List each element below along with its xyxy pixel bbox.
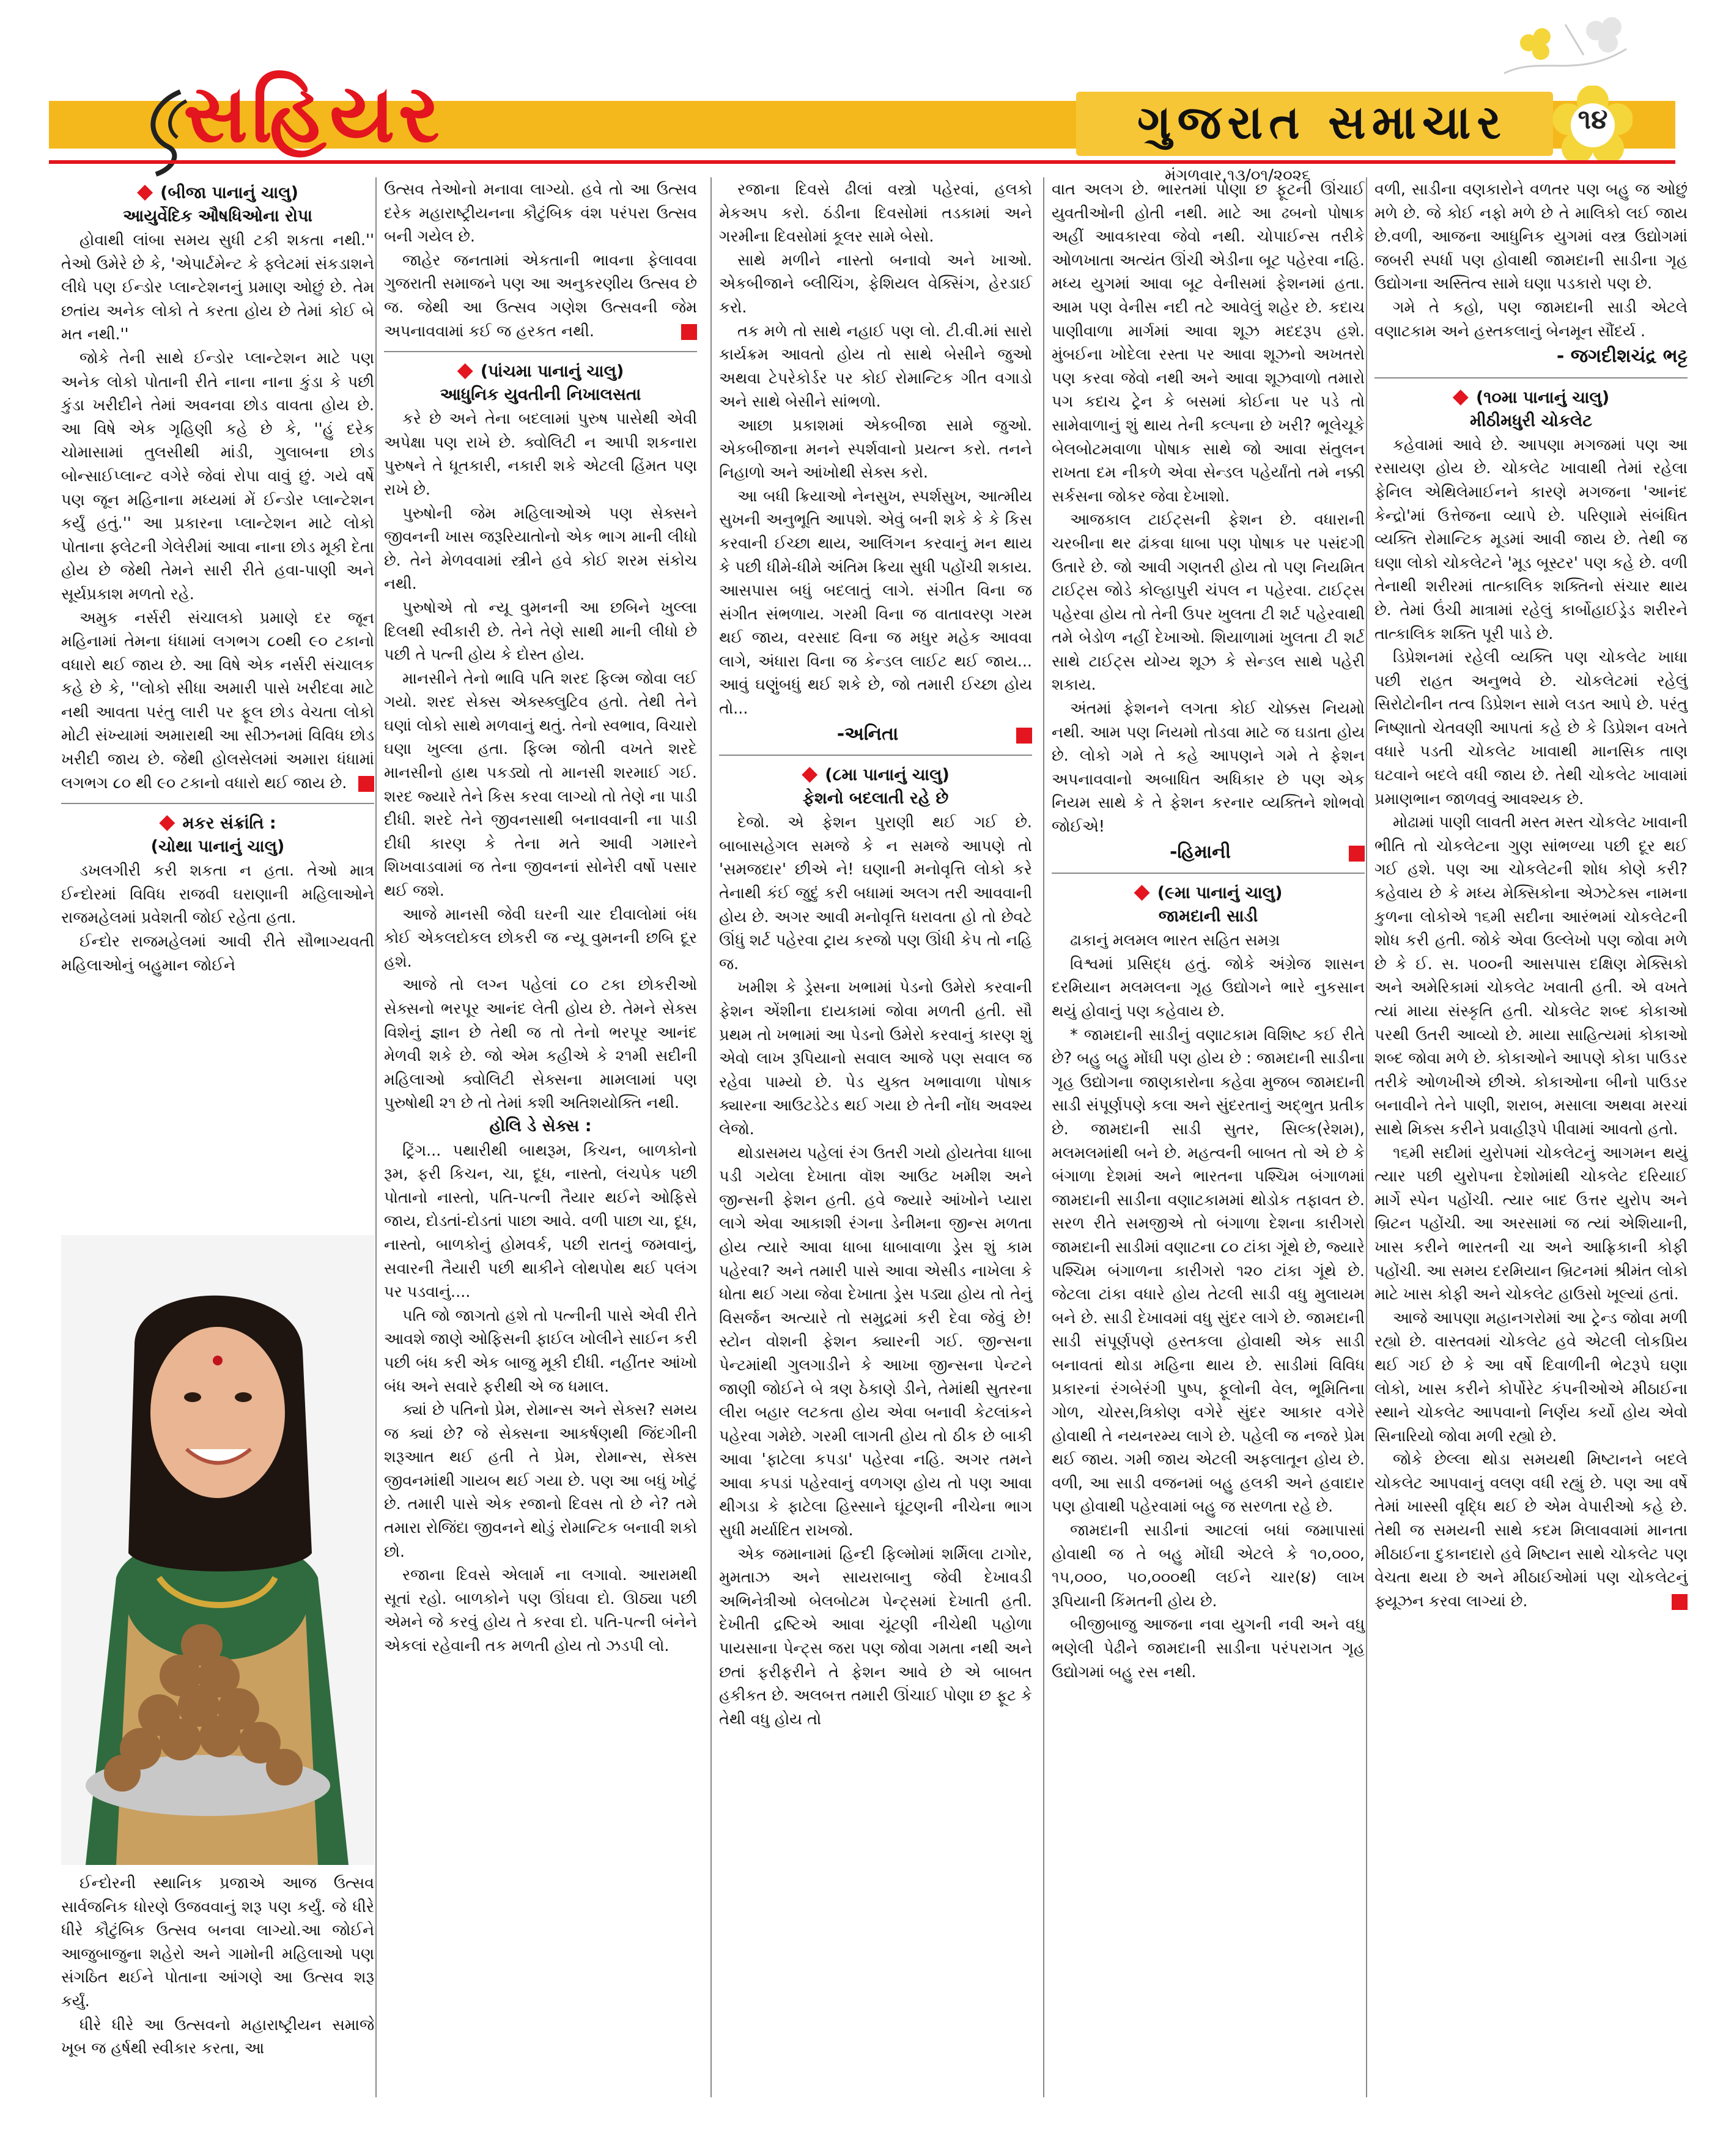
- paragraph: અમુક નર્સરી સંચાલકો પ્રમાણે દર જૂન મહિનામાં તેમના ધંધામાં લગભગ ૮૦થી ૯૦ ટકાનો વધારો થઈ જાય છે. આ વિષે એક નર્સરી સંચાલક કહે છે કે, ''લોકો સીધા અમારી પાસે ખરીદવા માટે નથી આવતા પરંતુ લારી પર ફૂલ છોડ વેચતા લોકો મોટી સંખ્યામાં અમારાથી આ સીઝનમાં વિવિધ છોડ ખરીદી જાય છે. જેથી હોલસેલમાં અમારા ધંધામાં લગભગ ૮૦ થી ૯૦ ટકાનો વધારો થઈ જાય છે.: [61, 608, 374, 792]
- section-rule: [61, 803, 374, 804]
- paragraph: ખમીશ કે ડ્રેસના ખભામાં પેડનો ઉમેરો કરવાની ફેશન એંશીના દાયકામાં જોવા મળતી હતી. સૌ પ્રથમ તો ખભામાં આ પેડનો ઉમેરો કરવાનું કારણ શું એવો લાખ રૂપિયાનો સવાલ આજે પણ સવાલ જ રહેવા પામ્યો છે. પેડ યુક્ત ખભાવાળા પોષાક ક્યારના આઉટડેટેડ થઈ ગયા છે તેની નોંધ અવશ્ય લેજો.: [719, 978, 1032, 1138]
- section-heading: ◆ (પાંચમા પાનાનું ચાલુ): [457, 358, 624, 383]
- column-3: [719, 177, 1032, 1730]
- paragraph: ધીરે ધીરે આ ઉત્સવનો મહારાષ્ટ્રીયન સમાજે ખૂબ જ હર્ષથી સ્વીકાર કરતા, આ: [61, 2015, 374, 2058]
- end-mark-icon: [1016, 728, 1032, 744]
- section-rule: [384, 351, 697, 352]
- paragraph: આજે આપણા મહાનગરોમાં આ ટ્રેન્ડ જોવા મળી રહ્યો છે. વાસ્તવમાં ચોકલેટ હવે એટલી લોકપ્રિય થઈ ગઈ છે કે આ વર્ષે દિવાળીની ભેટરૂપે ઘણા લોકો, ખાસ કરીને કોર્પોરેટ કંપનીઓએ મીઠાઈના સ્થાને ચોકલેટ આપવાનો નિર્ણય કર્યો હોય એવો સિનારિયો જોવા મળી રહ્યો છે.: [1374, 1308, 1688, 1445]
- byline: - જગદીશચંદ્ર ભટ્ટ: [1556, 345, 1688, 367]
- paragraph: જોકે તેની સાથે ઈન્ડોર પ્લાન્ટેશન માટે પણ અનેક લોકો પોતાની રીતે નાના નાના કુંડા કે પછી કુંડા ખરીદીને તેમાં અવનવા છોડ વાવતા હોય છે. આ વિષે એક ગૃહિણી કહે છે કે, ''હું દરેક ચોમાસામાં તુલસીથી માંડી, ગુલાબના છોડ બોન્સાઈપ્લાન્ટ વગેરે જેવાં રોપા વાવું છું. ગયે વર્ષે પણ જૂન મહિનાના મધ્યમાં મેં ઈન્ડોર પ્લાન્ટેશન કર્યું હતું.'' આ પ્રકારના પ્લાન્ટેશન માટે લોકો પોતાના ફ્લેટની ગેલેરીમાં આવા નાના છોડ મૂકી દેતા હોય છે જેથી તેમને સારી રીતે હવા-પાણી અને સૂર્યપ્રકાશ મળતો રહે.: [61, 348, 374, 603]
- paragraph: અંતમાં ફેશનને લગતા કોઈ ચોક્કસ નિયમો નથી. આમ પણ નિયમો તોડવા માટે જ ઘડાતા હોય છે. લોકો ગમે તે કહે આપણને ગમે તે ફેશન અપનાવવાનો અબાધિત અધિકાર છે પણ એક નિયમ સાથે કે તે ફેશન કરનાર વ્યક્તિને શોભવો જોઈએ!: [1052, 699, 1365, 836]
- diamond-icon: ◆: [457, 358, 473, 383]
- column-4: [1052, 177, 1365, 1683]
- paragraph: કહેવામાં આવે છે. આપણા મગજમાં પણ આ રસાયણ હોય છે. ચોકલેટ ખાવાથી તેમાં રહેલા ફેનિલ એથિલેમાઈનને કારણે મગજના 'આનંદ કેન્દ્રો'માં ઉત્તેજના વ્યાપે છે. પરિણામે સંબંધિત વ્યક્તિ રોમાન્ટિક મૂડમાં આવી જાય છે. તેથી જ ઘણા લોકો ચોકલેટને 'મૂડ બૂસ્ટર' પણ કહે છે. વળી તેનાથી શરીરમાં તાત્કાલિક શક્તિનો સંચાર થાય છે. તેમાં ઉંચી માત્રામાં રહેલું કાર્બોહાઈડ્રેડ શરીરને તાત્કાલિક શક્તિ પૂરી પાડે છે.: [1374, 435, 1688, 643]
- column-1-bottom: [61, 1871, 374, 2060]
- paragraph: ઈન્દોર રાજમહેલમાં આવી રીતે સૌભાગ્યવતી મહિલાઓનું બહુમાન જોઈને: [61, 932, 374, 974]
- end-mark-icon: [681, 324, 697, 340]
- paragraph: જામદાની સાડીનાં આટલાં બધાં જમાપાસાં હોવાથી જ તે બહુ મોંઘી એટલે કે ૧૦,૦૦૦, ૧૫,૦૦૦, ૫૦,૦૦૦થી લઈને ચાર(૪) લાખ રૂપિયાની કિંમતની હોય છે.: [1052, 1521, 1365, 1610]
- column-divider: [1366, 177, 1367, 2097]
- paragraph: આજકાલ ટાઈટ્સની ફેશન છે. વધારાની ચરબીના થર ઢાંકવા ધાબા પણ પોષાક પર પસંદગી ઉતારે છે. જો આવી ગણતરી હોય તો પણ નિયમિત ટાઈટ્સ જોડે કોલ્હાપુરી ચંપલ ન પહેરવા. ટાઈટ્સ પહેરવા હોય તો તેની ઉપર ખુલતા ટી શર્ટ પહેરવાથી તમે બેડોળ નહીં દેખાઓ. શિયાળામાં ખુલતા ટી શર્ટ સાથે ટાઈટ્સ યોગ્ય શૂઝ કે સેન્ડલ સાથે પહેરી શકાય.: [1052, 510, 1365, 694]
- section-heading: ◆ (૮મા પાનાનું ચાલુ): [802, 761, 950, 786]
- paragraph: જાહેર જનતામાં એકતાની ભાવના ફેલાવવા ગુજરાતી સમાજને પણ આ અનુકરણીય ઉત્સવ છે જ. જેથી આ ઉત્સવ ગણેશ ઉત્સવની જેમ અપનાવવામાં કઈ જ હરકત નથી.: [384, 250, 697, 340]
- paragraph: આજે માનસી જેવી ઘરની ચાર દીવાલોમાં બંધ કોઈ એકલદોકલ છોકરી જ ન્યૂ વુમનની છબિ દૂર હશે.: [384, 904, 697, 970]
- paragraph: * જામદાની સાડીનું વણાટકામ વિશિષ્ટ કઈ રીતે છે? બહુ બહુ મોંઘી પણ હોય છે : જામદાની સાડીના ગૃહ ઉદ્યોગના જાણકારોના કહેવા મુજબ જામદાની સાડી સંપૂર્ણપણે કલા અને સુંદરતાનું અદ્ભુત પ્રતીક છે. જામદાની સાડી સુતર, સિલ્ક(રેશમ), મલમલમાંથી બને છે. મહત્વની બાબત તો એ છે કે બંગાળા દેશમાં અને ભારતના પશ્ચિમ બંગાળમાં જામદાની સાડીના વણાટકામમાં થોડોક તફાવત છે. સરળ રીતે સમજીએ તો બંગાળા દેશના કારીગરો જામદાની સાડીમાં વણાટના ૮૦ ટાંકા ગૂંથે છે, જ્યારે પશ્ચિમ બંગાળના કારીગરો ૧૨૦ ટાંકા ગૂંથે છે. જેટલા ટાંકા વધારે હોય તેટલી સાડી વધુ મુલાયમ બને છે. સાડી દેખાવમાં વધુ સુંદર લાગે છે. જામદાની સાડી સંપૂર્ણપણે હસ્તકલા હોવાથી એક સાડી બનાવતાં થોડા મહિના થાય છે. સાડીમાં વિવિધ પ્રકારનાં રંગબેરંગી પુષ્પ, ફૂલોની વેલ, ભૂમિતિના ગોળ, ચોરસ,ત્રિકોણ વગેરે સુંદર આકાર વગેરે હોવાથી તે નયનરમ્ય લાગે છે. પહેલી જ નજરે પ્રેમ થઈ જાય. ગમી જાય એટલી અફલાતૂન હોય છે. વળી, આ સાડી વજનમાં બહુ હલકી અને હવાદાર પણ હોવાથી પહેરવામાં બહુ જ સરળતા રહે છે.: [1052, 1025, 1365, 1516]
- paper-name: ગુજરાત સમાચાર: [1137, 95, 1507, 149]
- paragraph: જોકે છેલ્લા થોડા સમયથી મિષ્ટાનને બદલે ચોકલેટ આપવાનું વલણ વધી રહ્યું છે. પણ આ વર્ષે તેમાં ખાસ્સી વૃદ્ધિ થઈ છે એમ વેપારીઓ કહે છે. તેથી જ સમયની સાથે કદમ મિલાવવામાં માનતા મીઠાઈના દુકાનદારો હવે મિષ્ટાન સાથે ચોકલેટ પણ વેચતા થયા છે અને મીઠાઈઓમાં પણ ચોકલેટનું ફ્યૂઝન કરવા લાગ્યાં છે.: [1374, 1450, 1688, 1610]
- flowers-decoration-icon: [1492, 12, 1688, 104]
- paragraph: વિશ્વમાં પ્રસિદ્ધ હતું. જોકે અંગ્રેજ શાસન દરમિયાન મલમલના ગૃહ ઉદ્યોગને ભારે નુકસાન થયું હોવાનું પણ કહેવાય છે.: [1052, 954, 1365, 1020]
- paragraph: આજે તો લગ્ન પહેલાં ૮૦ ટકા છોકરીઓ સેક્સનો ભરપૂર આનંદ લેતી હોય છે. તેમને સેક્સ વિશેનું જ્ઞાન છે તેથી જ તો તેનો ભરપૂર આનંદ મેળવી શકે છે. જો એમ કહીએ કે ૨૧મી સદીની મહિલાઓ ક્વોલિટી સેક્સના મામલામાં પણ પુરુષોથી ૨૧ છે તો તેમાં કશી અતિશયોક્તિ નથી.: [384, 975, 697, 1112]
- section-heading: ◆ મકર સંક્રાંતિ :: [159, 810, 276, 835]
- paragraph: આછા પ્રકાશમાં એકબીજા સામે જુઓ. એકબીજાના મનને સ્પર્શવાનો પ્રયત્ન કરો. તનને નિહાળો અને આંખોથી સેક્સ કરો.: [719, 415, 1032, 482]
- subheading: હોલિ ડે સેક્સ :: [489, 1116, 592, 1135]
- section-heading: ◆ (૧૦મા પાનાનું ચાલુ): [1452, 383, 1610, 408]
- paragraph: તક મળે તો સાથે નહાઈ પણ લો. ટી.વી.માં સારો કાર્યક્રમ આવતો હોય તો સાથે બેસીને જુઓ અથવા ટેપરેકોર્ડર પર કોઈ રોમાન્ટિક ગીત વગાડો અને સાથે બેસીને સાંભળો.: [719, 321, 1032, 411]
- diamond-icon: ◆: [159, 810, 175, 835]
- section-rule: [1374, 377, 1688, 378]
- paragraph: વાત અલગ છે. ભારતમાં પોણા છ ફૂટની ઊંચાઈ યુવતીઓની હોતી નથી. માટે આ ઢબનો પોષાક અહીં આવકારવા જેવો નથી. ચોપાઈન્સ તરીકે ઓળખાતા અત્યંત ઊંચી એડીના બૂટ પહેરવા નહિ. મધ્ય યુગમાં આવા બૂટ વેનીસમાં ફેશનમાં હતા. આમ પણ વેનીસ નદી તટે આવેલું શહેર છે. કદાચ પાણીવાળા માર્ગમાં આવા શૂઝ મદદરૂપ હશે. મુંબઈના ખોદેલા રસ્તા પર આવા શૂઝનો અખતરો પણ કરવા જેવો નથી અને આવા શૂઝવાળો તમારો પગ કદાચ ટ્રેન કે બસમાં કોઈના પર પડે તો સામેવાળાનું શું થાય તેની કલ્પના છે ખરી? ભૂલેચૂકે બેલબોટમવાળા પોષાક સાથે જો આવા સંતુલન રાખતા દમ નીકળે એવા સેન્ડલ પહેર્યાંતો તમે નક્કી સર્કસના જોકર જેવા દેખાશો.: [1052, 180, 1365, 505]
- paragraph: ૧૬મી સદીમાં યુરોપમાં ચોકલેટનું આગમન થયું ત્યાર પછી યુરોપના દેશોમાંથી ચોકલેટ દરિયાઈ માર્ગે સ્પેન પહોંચી. ત્યાર બાદ ઉત્તર યુરોપ અને બ્રિટન પહોંચી. આ અરસામાં જ ત્યાં એશિયાની, ખાસ કરીને ભારતની ચા અને આફ્રિકાની કોફી પહોંચી. આ સમય દરમિયાન બ્રિટનમાં શ્રીમંત લોકો માટે ખાસ કોફી અને ચોકલેટ હાઉસો ખૂલ્યાં હતાં.: [1374, 1143, 1688, 1304]
- column-divider: [375, 177, 377, 2097]
- section-subheading: ફેશનો બદલાતી રહે છે: [802, 789, 949, 808]
- paragraph: માનસીને તેનો ભાવિ પતિ શરદ ફિલ્મ જોવા લઈ ગયો. શરદ સેક્સ એક્સ્ક્લુટિવ હતો. તેથી તેને ઘણાં લોકો સાથે મળવાનું થતું. તેનો સ્વભાવ, વિચારો ઘણા ખુલ્લા હતા. ફિલ્મ જોતી વખતે શરદે માનસીનો હાથ પકડ્યો તો માનસી શરમાઈ ગઈ. શરદ જ્યારે તેને કિસ કરવા લાગ્યો તો તેણે ના પાડી દીધી. શરદે તેને જીવનસાથી બનાવવાની ના પાડી દીધી કારણ કે તેના મતે આવી ગમારને શિખવાડવામાં જ તેના જીવનનાં સોનેરી વર્ષો પસાર થઈ જશે.: [384, 668, 697, 900]
- end-mark-icon: [358, 776, 374, 792]
- section-subheading: આધુનિક યુવતીની નિખાલસતા: [440, 385, 641, 405]
- section-subheading: (ચોથા પાનાનું ચાલુ): [150, 837, 285, 857]
- paragraph: ટ્રિંગ... પથારીથી બાથરૂમ, કિચન, બાળકોનો રૂમ, ફરી કિચન, ચા, દૂધ, નાસ્તો, લંચપેક પછી પોતાનો નાસ્તો, પતિ-પત્ની તૈયાર થઈને ઓફિસે જાય, દોડતાં-દોડતાં પાછા આવે. વળી પાછા ચા, દૂધ, નાસ્તો, બાળકોનું હોમવર્ક, પછી રાતનું જમવાનું, સવારની તૈયારી પછી થાકીને લોથપોથ થઈ પલંગ પર પડવાનું....: [384, 1140, 697, 1301]
- paragraph: મોઢામાં પાણી લાવતી મસ્ત મસ્ત ચોકલેટ ખાવાની ભીતિ તો ચોકલેટના ગુણ સાંભળ્યા પછી દૂર થઈ ગઈ હશે. પણ આ ચોકલેટની શોધ કોણે કરી? કહેવાય છે કે મધ્ય મેક્સિકોના એઝટેક્સ નામના કુળના લોકોએ ૧૬મી સદીના આરંભમાં ચોકલેટની શોધ કરી હતી. જોકે એવા ઉલ્લેખો પણ જોવા મળે છે કે ઈ. સ. ૫૦૦ની આસપાસ દક્ષિણ મેક્સિકો અને અમેરિકામાં ચોકલેટ ખવાતી હતી. એ વખતે ત્યાં માયા સંસ્કૃતિ હતી. ચોકલેટ શબ્દ કોકાઓ પરથી ઉતરી આવ્યો છે. માયા સાહિત્યમાં કોકાઓ શબ્દ જોવા મળે છે. કોકાઓને આપણે કોકા પાઉડર તરીકે ઓળખીએ છીએ. કોકાઓના બીનો પાઉડર બનાવીને તેને પાણી, શરાબ, મસાલા અથવા મરચાં સાથે મિક્સ કરીને પ્રવાહીરૂપે પીવામાં આવતો હતો.: [1374, 813, 1688, 1138]
- section-subheading: મીઠીમધુરી ચોકલેટ: [1469, 411, 1593, 430]
- diamond-icon: ◆: [802, 761, 818, 786]
- paragraph: વળી, સાડીના વણકારોને વળતર પણ બહુ જ ઓછું મળે છે. જે કોઈ નફો મળે છે તે માલિકો લઈ જાય છે.વળી, આજના આધુનિક યુગમાં વસ્ત્ર ઉદ્યોગમાં જબરી સ્પર્ધા પણ હોવાથી જામદાની સાડીના ગૃહ ઉદ્યોગના અસ્તિત્વ સામે ઘણા પડકારો પણ છે.: [1374, 180, 1688, 293]
- column-divider: [710, 177, 712, 2097]
- section-subheading: આયુર્વેદિક ઔષધિઓના રોપા: [123, 207, 312, 226]
- paragraph: ડખલગીરી કરી શકતા ન હતા. તેઓ માત્ર ઈન્દોરમાં વિવિધ રાજવી ઘરાણાની મહિલાઓને રાજમહેલમાં પ્રવેશતી જોઈ રહેતા હતા.: [61, 861, 374, 927]
- column-divider: [1043, 177, 1044, 2097]
- column-2: [384, 177, 697, 1658]
- paragraph: સાથે મળીને નાસ્તો બનાવો અને ખાઓ. એકબીજાને બ્લીચિંગ, ફેશિયલ વેક્સિંગ, હેરડાઈ કરો.: [719, 250, 1032, 316]
- paragraph: રજાના દિવસે ઢીલાં વસ્ત્રો પહેરવાં, હલકો મેકઅપ કરો. ઠંડીના દિવસોમાં તડકામાં અને ગરમીના દિવસોમાં કૂલર સામે બેસો.: [719, 180, 1032, 246]
- end-mark-icon: [1672, 1594, 1688, 1610]
- page-number: ૧૪: [1577, 104, 1608, 135]
- byline: -અનિતા: [719, 723, 1032, 747]
- paragraph: કરે છે અને તેના બદલામાં પુરુષ પાસેથી એવી અપેક્ષા પણ રાખે છે. ક્વોલિટી ન આપી શકનારા પુરુષને તે ધૂતકારી, નકારી શકે એટલી હિંમત પણ રાખે છે.: [384, 409, 697, 498]
- byline: -હિમાની: [1052, 841, 1365, 865]
- paragraph: ઉત્સવ તેઓનો મનાવા લાગ્યો. હવે તો આ ઉત્સવ દરેક મહારાષ્ટ્રીયનના કૌટુંબિક વંશ પરંપરા ઉત્સવ બની ગયેલ છે.: [384, 180, 697, 246]
- paragraph: રજાના દિવસે એલાર્મ ના લગાવો. આરામથી સૂતાં રહો. બાળકોને પણ ઊંઘવા દો. ઊઠ્યા પછી એમને જે કરવું હોય તે કરવા દો. પતિ-પત્ની બંનેને એકલાં રહેવાની તક મળતી હોય તો ઝડપી લો.: [384, 1565, 697, 1655]
- paragraph: ઢાકાનું મલમલ ભારત સહિત સમગ્ર: [1070, 931, 1280, 950]
- photo-illustration: [61, 1235, 374, 1865]
- section-rule: [719, 755, 1032, 756]
- paragraph: દેજો. એ ફેશન પુરાણી થઈ ગઈ છે. બાબાસહેગલ સમજે કે ન સમજે આપણે તો 'સમજદાર' છીએ ને! ઘણાની મનોવૃત્તિ લોકો કરે તેનાથી કંઈ જુદું કરી બધામાં અલગ તરી આવવાની હોય છે. અગર આવી મનોવૃત્તિ ધરાવતા હો તો છેવટે ઊંધું શર્ટ પહેરવા ટ્રાય કરજો પણ ઊંધી કેપ તો નહિ જ.: [719, 813, 1032, 973]
- masthead: [0, 0, 1712, 185]
- paragraph: બીજીબાજુ આજના નવા યુગની નવી અને વધુ ભણેલી પેઢીને જામદાની સાડીના પરંપરાગત ગૃહ ઉદ્યોગમાં બહુ રસ નથી.: [1052, 1615, 1365, 1681]
- paragraph: પુરુષોની જેમ મહિલાઓએ પણ સેક્સને જીવનની ખાસ જરૂરિયાતોનો એક ભાગ માની લીધો છે. તેને મેળવવામાં સ્ત્રીને હવે કોઈ શરમ સંકોચ નથી.: [384, 503, 697, 593]
- paragraph: હોવાથી લાંબા સમય સુધી ટકી શકતા નથી.'' તેઓ ઉમેરે છે કે, 'એપાર્ટમેન્ટ કે ફ્લેટમાં સંકડાશને લીધે પણ ઈન્ડોર પ્લાન્ટેશનનું પ્રમાણ ઓછું છે. તેમ છતાંય અનેક લોકો તે કરતા હોય છે તેમાં કોઈ બે મત નથી.'': [61, 231, 374, 344]
- column-5: [1374, 177, 1688, 1612]
- diamond-icon: ◆: [136, 179, 153, 204]
- paragraph: પતિ જો જાગતો હશે તો પત્નીની પાસે એવી રીતે આવશે જાણે ઓફિસની ફાઈલ ખોલીને સાઈન કરી પછી બંધ કરી એક બાજુ મૂકી દીધી. નહીંતર આંખો બંધ અને સવારે ફરીથી એ જ ધમાલ.: [384, 1305, 697, 1395]
- issue-date: મંગળવાર,૧૩/૦૧/૨૦૨૬: [1165, 166, 1311, 185]
- paragraph: આ બધી ક્રિયાઓ નેનસુખ, સ્પર્શસુખ, આત્મીય સુખની અનુભૂતિ આપશે. એવું બની શકે કે કે કિસ કરવાની ઈચ્છા થાય, આલિંગન કરવાનું મન થાય કે પછી ધીમે-ધીમે અંતિમ ક્રિયા સુધી પહોંચી શકાય. આસપાસ બધું બદલાતું લાગે. સંગીત વિના જ સંગીત સંભળાય. ગરમી વિના જ વાતાવરણ ગરમ થઈ જાય, વરસાદ વિના જ મધુર મહેક આવવા લાગે, અંધારા વિના જ કેન્ડલ લાઈટ થઈ જાય... આવું ઘણુંબધું થઈ શકે છે, જો તમારી ઈચ્છા હોય તો...: [719, 486, 1032, 718]
- paragraph: ક્યાં છે પતિનો પ્રેમ, રોમાન્સ અને સેક્સ? સમય જ ક્યાં છે? જે સેક્સના આકર્ષણથી જિંદગીની શરૂઆત થઈ હતી તે પ્રેમ, રોમાન્સ, સેક્સ જીવનમાંથી ગાયબ થઈ ગયા છે. પણ આ બધું ખોટું છે. તમારી પાસે એક રજાનો દિવસ તો છે ને? તમે તમારા રોજિંદા જીવનને થોડું રોમાન્ટિક બનાવી શકો છો.: [384, 1400, 697, 1560]
- section-heading: ◆ (૯મા પાનાનું ચાલુ): [1134, 879, 1283, 904]
- paragraph: થોડાસમય પહેલાં રંગ ઉતરી ગયો હોયતેવા ધાબા પડી ગયેલા દેખાતા વૉશ આઉટ ખમીશ અને જીન્સની ફેશન હતી. હવે જ્યારે આંખોને પ્યારા લાગે એવા આકાશી રંગના ડેનીમના જીન્સ મળતા હોય ત્યારે આવા ધાબા ધાબાવાળા ડ્રેસ શું કામ પહેરવા? અને તમારી પાસે આવા એસીડ નાખેલા કે ધોતા થઈ ગયા જેવા દેખાતા ડ્રેસ પડ્યા હોય તો તેનું વિસર્જન અત્યારે તો સમુદ્રમાં કરી દેવા જેવું છે! સ્ટોન વોશની ફેશન ક્યારની ગઈ. જીન્સના પેન્ટમાંથી ગુલગાડીને કે આખા જીન્સના પેન્ટને જાણી જોઈને બે ત્રણ ઠેકાણે ડીને, તેમાંથી સુતરના લીરા બહાર લટકતા હોય એવા બનાવી કેટલાંકને પહેરવા ગમેછે. ગરમી લાગતી હોય તો ઠીક છે બાકી આવા 'ફાટેલા કપડા' પહેરવા નહિ. અગર તમને આવા કપડાં પહેરવાનું વળગણ હોય તો પણ આવા થીગડા કે ફાટેલા હિસ્સાને ઘૂંટણની નીચેના ભાગ સુધી મર્યાદિત રાખજો.: [719, 1143, 1032, 1540]
- end-mark-icon: [1349, 846, 1365, 862]
- paragraph: પુરુષોએ તો ન્યૂ વુમનની આ છબિને ખુલ્લા દિલથી સ્વીકારી છે. તેને તેણે સાથી માની લીધો છે પછી તે પત્ની હોય કે દોસ્ત હોય.: [384, 597, 697, 664]
- diamond-icon: ◆: [1134, 879, 1150, 904]
- paragraph: એક જમાનામાં હિન્દી ફિલ્મોમાં શર્મિલા ટાગોર, મુમતાઝ અને સાયરાબાનુ જેવી દેખાવડી અભિનેત્રીઓ બેલબોટમ પેન્ટ્સમાં દેખાતી હતી. દેખીતી દ્રષ્ટિએ આવા ચૂંટણી નીચેથી પહોળા પાયસાના પેન્ટ્સ જરા પણ જોવા ગમતા નથી અને છતાં ફરીફરીને તે ફેશન આવે છે એ બાબત હકીકત છે. અલબત્ત તમારી ઊંચાઈ પોણા છ ફૂટ કે તેથી વધુ હોય તો: [719, 1544, 1032, 1728]
- diamond-icon: ◆: [1452, 383, 1469, 408]
- paragraph: ડિપ્રેશનમાં રહેલી વ્યક્તિ પણ ચોકલેટ ખાધા પછી રાહત અનુભવે છે. ચોકલેટમાં રહેલું સિરોટોનીન તત્વ ડિપ્રેશન સામે લડત આપે છે. પરંતુ નિષ્ણાતો ચેતવણી આપતાં કહે છે કે ડિપ્રેશન વખતે વધારે પડતી ચોકલેટ ખાવાથી માનસિક તાણ ઘટવાને બદલે વધી જાય છે. તેથી ચોકલેટ ખાવામાં પ્રમાણભાન જાળવવું આવશ્યક છે.: [1374, 648, 1688, 808]
- brand-title: સહિયર: [183, 67, 443, 160]
- woman-with-laddoos-photo: [61, 1235, 374, 1865]
- paragraph: ઈન્દોરની સ્થાનિક પ્રજાએ આજ ઉત્સવ સાર્વજનિક ધોરણે ઉજવવાનું શરૂ પણ કર્યું. જે ધીરે ધીરે કૌટુંબિક ઉત્સવ બનવા લાગ્યો.આ જોઈને આજુબાજુના શહેરો અને ગામોની મહિલાઓ પણ સંગઠિત થઈને પોતાના આંગણે આ ઉત્સવ શરૂ કર્યું.: [61, 1874, 374, 2010]
- paragraph: ગમે તે કહો, પણ જામદાની સાડી એટલે વણાટકામ અને હસ્તકલાનું બેનમૂન સૌંદર્ય .: [1374, 297, 1688, 340]
- section-heading: ◆ (બીજા પાનાનું ચાલુ): [136, 179, 299, 204]
- masthead-rule: [49, 160, 1675, 164]
- section-subheading: જામદાની સાડી: [1158, 907, 1258, 926]
- column-1: [61, 177, 374, 976]
- section-rule: [1052, 873, 1365, 874]
